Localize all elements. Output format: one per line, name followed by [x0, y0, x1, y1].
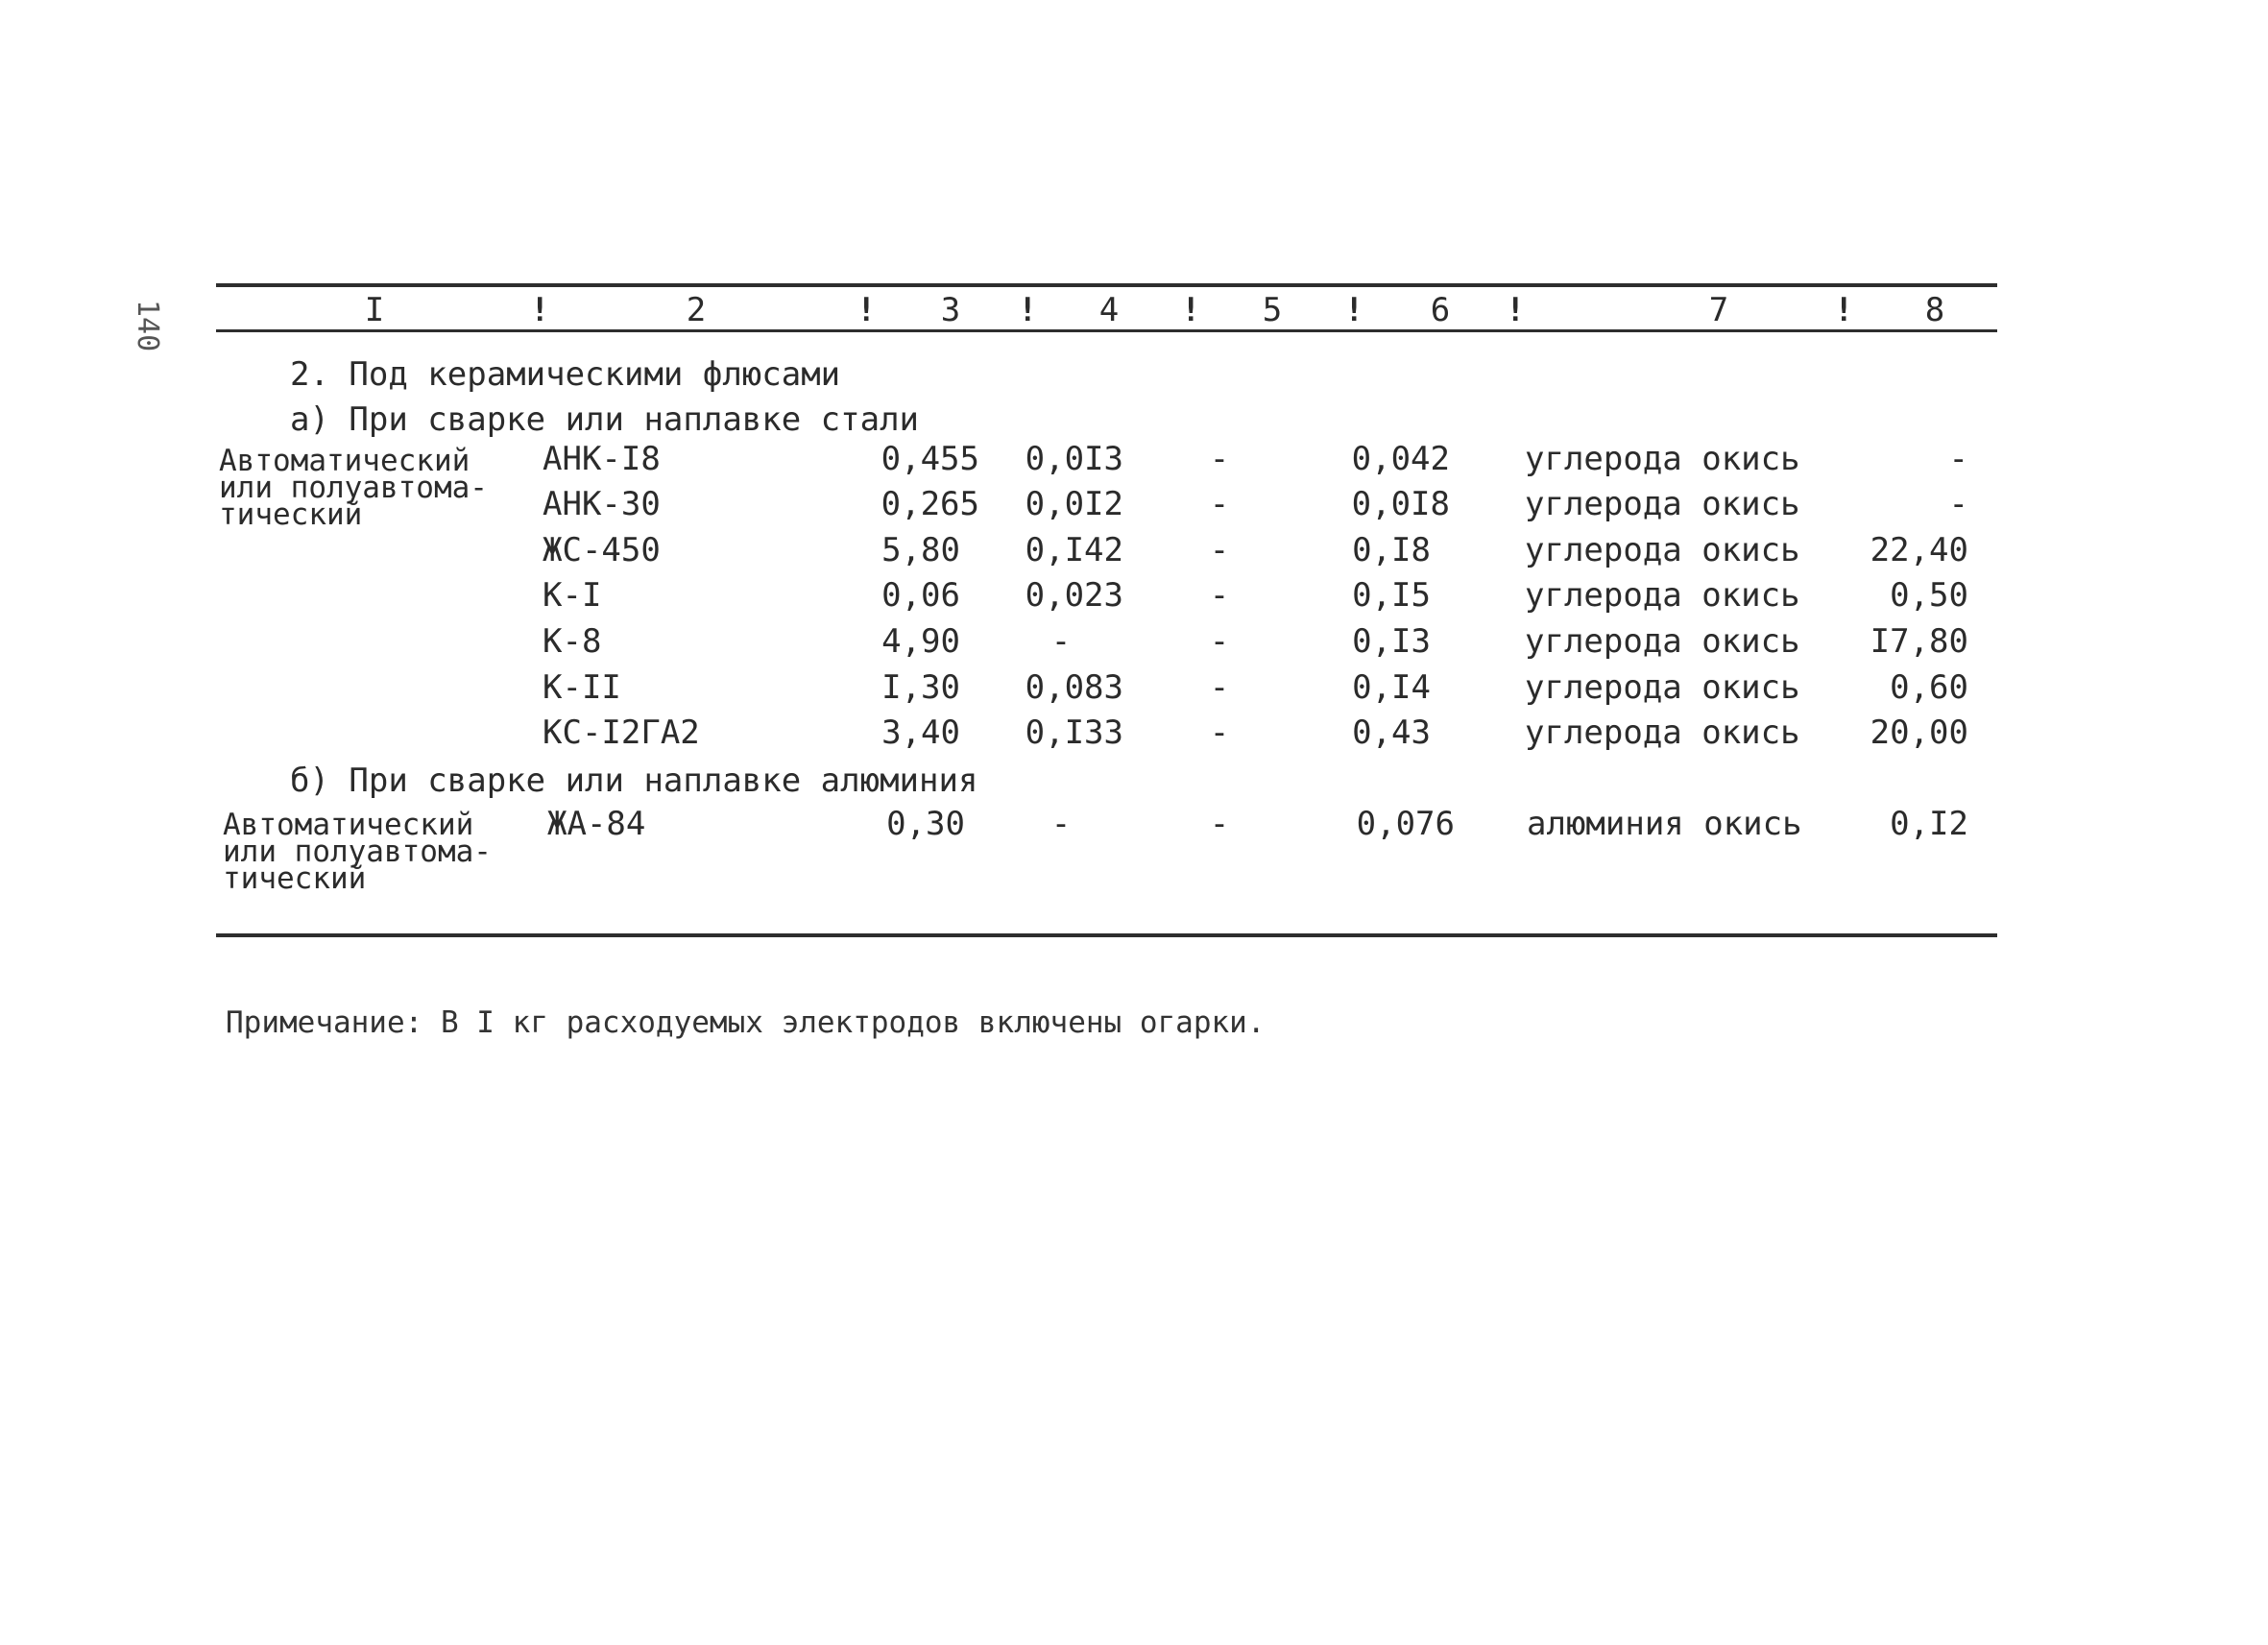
cell-col5: - [1209, 668, 1230, 707]
cell-col4: 0,0I3 [1025, 440, 1123, 478]
cell-col5: - [1209, 485, 1230, 523]
cell-electrode: К-8 [543, 622, 602, 661]
table-bottom-rule [216, 933, 1997, 937]
cell-col4: 0,0I2 [1025, 485, 1123, 523]
cell-col4: 0,023 [1025, 576, 1123, 615]
page-number: 140 [131, 300, 164, 352]
col-header-1: I [364, 291, 385, 329]
cell-col3: 0,06 [881, 576, 960, 615]
cell-col3: 4,90 [881, 622, 960, 661]
cell-col6: 0,I8 [1352, 531, 1431, 569]
col-separator: ! [857, 291, 877, 329]
cell-col3: 3,40 [881, 714, 960, 752]
cell-col6: 0,43 [1352, 714, 1431, 752]
footnote: Примечание: В I кг расходуемых электродов включены огарки. [226, 1005, 1266, 1040]
col-header-5: 5 [1262, 291, 1283, 329]
cell-col7: углерода окись [1525, 622, 1800, 661]
col-header-2: 2 [686, 291, 707, 329]
header-bottom-rule [216, 329, 1997, 332]
cell-col7: углерода окись [1525, 668, 1800, 707]
col-header-7: 7 [1708, 291, 1729, 329]
cell-col7: алюминия окись [1527, 805, 1802, 843]
cell-col8: - [1948, 440, 1968, 478]
col-separator: ! [1181, 291, 1201, 329]
cell-electrode: КС-I2ГА2 [543, 714, 700, 752]
cell-col4: 0,I42 [1025, 531, 1123, 569]
col-header-3: 3 [940, 291, 961, 329]
cell-electrode: АНК-30 [543, 485, 661, 523]
cell-col6: 0,I4 [1352, 668, 1431, 707]
cell-col7: углерода окись [1525, 531, 1800, 569]
cell-electrode: К-II [543, 668, 621, 707]
cell-electrode: К-I [543, 576, 602, 615]
cell-col4: 0,I33 [1025, 714, 1123, 752]
cell-col8: 0,60 [1890, 668, 1968, 707]
group-b-label: Автоматический или полуавтома-тический [223, 808, 492, 896]
cell-col7: углерода окись [1525, 714, 1800, 752]
col-separator: ! [1506, 291, 1526, 329]
col-separator: ! [1018, 291, 1038, 329]
section-title: 2. Под керамическими флюсами [290, 355, 841, 394]
cell-col3: 0,455 [881, 440, 979, 478]
cell-col4: 0,083 [1025, 668, 1123, 707]
cell-col8: 22,40 [1870, 531, 1968, 569]
cell-col7: углерода окись [1525, 576, 1800, 615]
cell-electrode: ЖС-450 [543, 531, 661, 569]
cell-col8: 0,50 [1890, 576, 1968, 615]
cell-col5: - [1209, 622, 1230, 661]
cell-electrode: АНК-I8 [543, 440, 661, 478]
cell-col5: - [1209, 531, 1230, 569]
cell-col5: - [1209, 714, 1230, 752]
cell-col3: I,30 [881, 668, 960, 707]
subsection-a-title: а) При сварке или наплавке стали [290, 400, 920, 439]
cell-col3: 5,80 [881, 531, 960, 569]
group-a-label: Автоматический или полуавтома-тический [219, 444, 488, 532]
table-top-rule [216, 283, 1997, 287]
cell-col8: - [1948, 485, 1968, 523]
col-header-4: 4 [1098, 291, 1120, 329]
cell-col8: 20,00 [1870, 714, 1968, 752]
col-separator: ! [1344, 291, 1364, 329]
col-header-6: 6 [1430, 291, 1451, 329]
cell-col6: 0,I5 [1352, 576, 1431, 615]
col-header-8: 8 [1924, 291, 1945, 329]
cell-col7: углерода окись [1525, 485, 1800, 523]
cell-electrode: ЖА-84 [547, 805, 646, 843]
cell-col3: 0,30 [886, 805, 965, 843]
cell-col3: 0,265 [881, 485, 979, 523]
cell-col4: - [1050, 805, 1072, 843]
cell-col6: 0,076 [1356, 805, 1455, 843]
cell-col8: I7,80 [1870, 622, 1968, 661]
cell-col7: углерода окись [1525, 440, 1800, 478]
subsection-b-title: б) При сварке или наплавке алюминия [290, 762, 978, 800]
col-separator: ! [1834, 291, 1854, 329]
cell-col5: - [1209, 440, 1230, 478]
cell-col5: - [1209, 805, 1230, 843]
cell-col5: - [1209, 576, 1230, 615]
cell-col4: - [1050, 622, 1072, 661]
cell-col8: 0,I2 [1890, 805, 1968, 843]
cell-col6: 0,0I8 [1351, 485, 1450, 523]
cell-col6: 0,042 [1351, 440, 1450, 478]
col-separator: ! [530, 291, 550, 329]
cell-col6: 0,I3 [1352, 622, 1431, 661]
